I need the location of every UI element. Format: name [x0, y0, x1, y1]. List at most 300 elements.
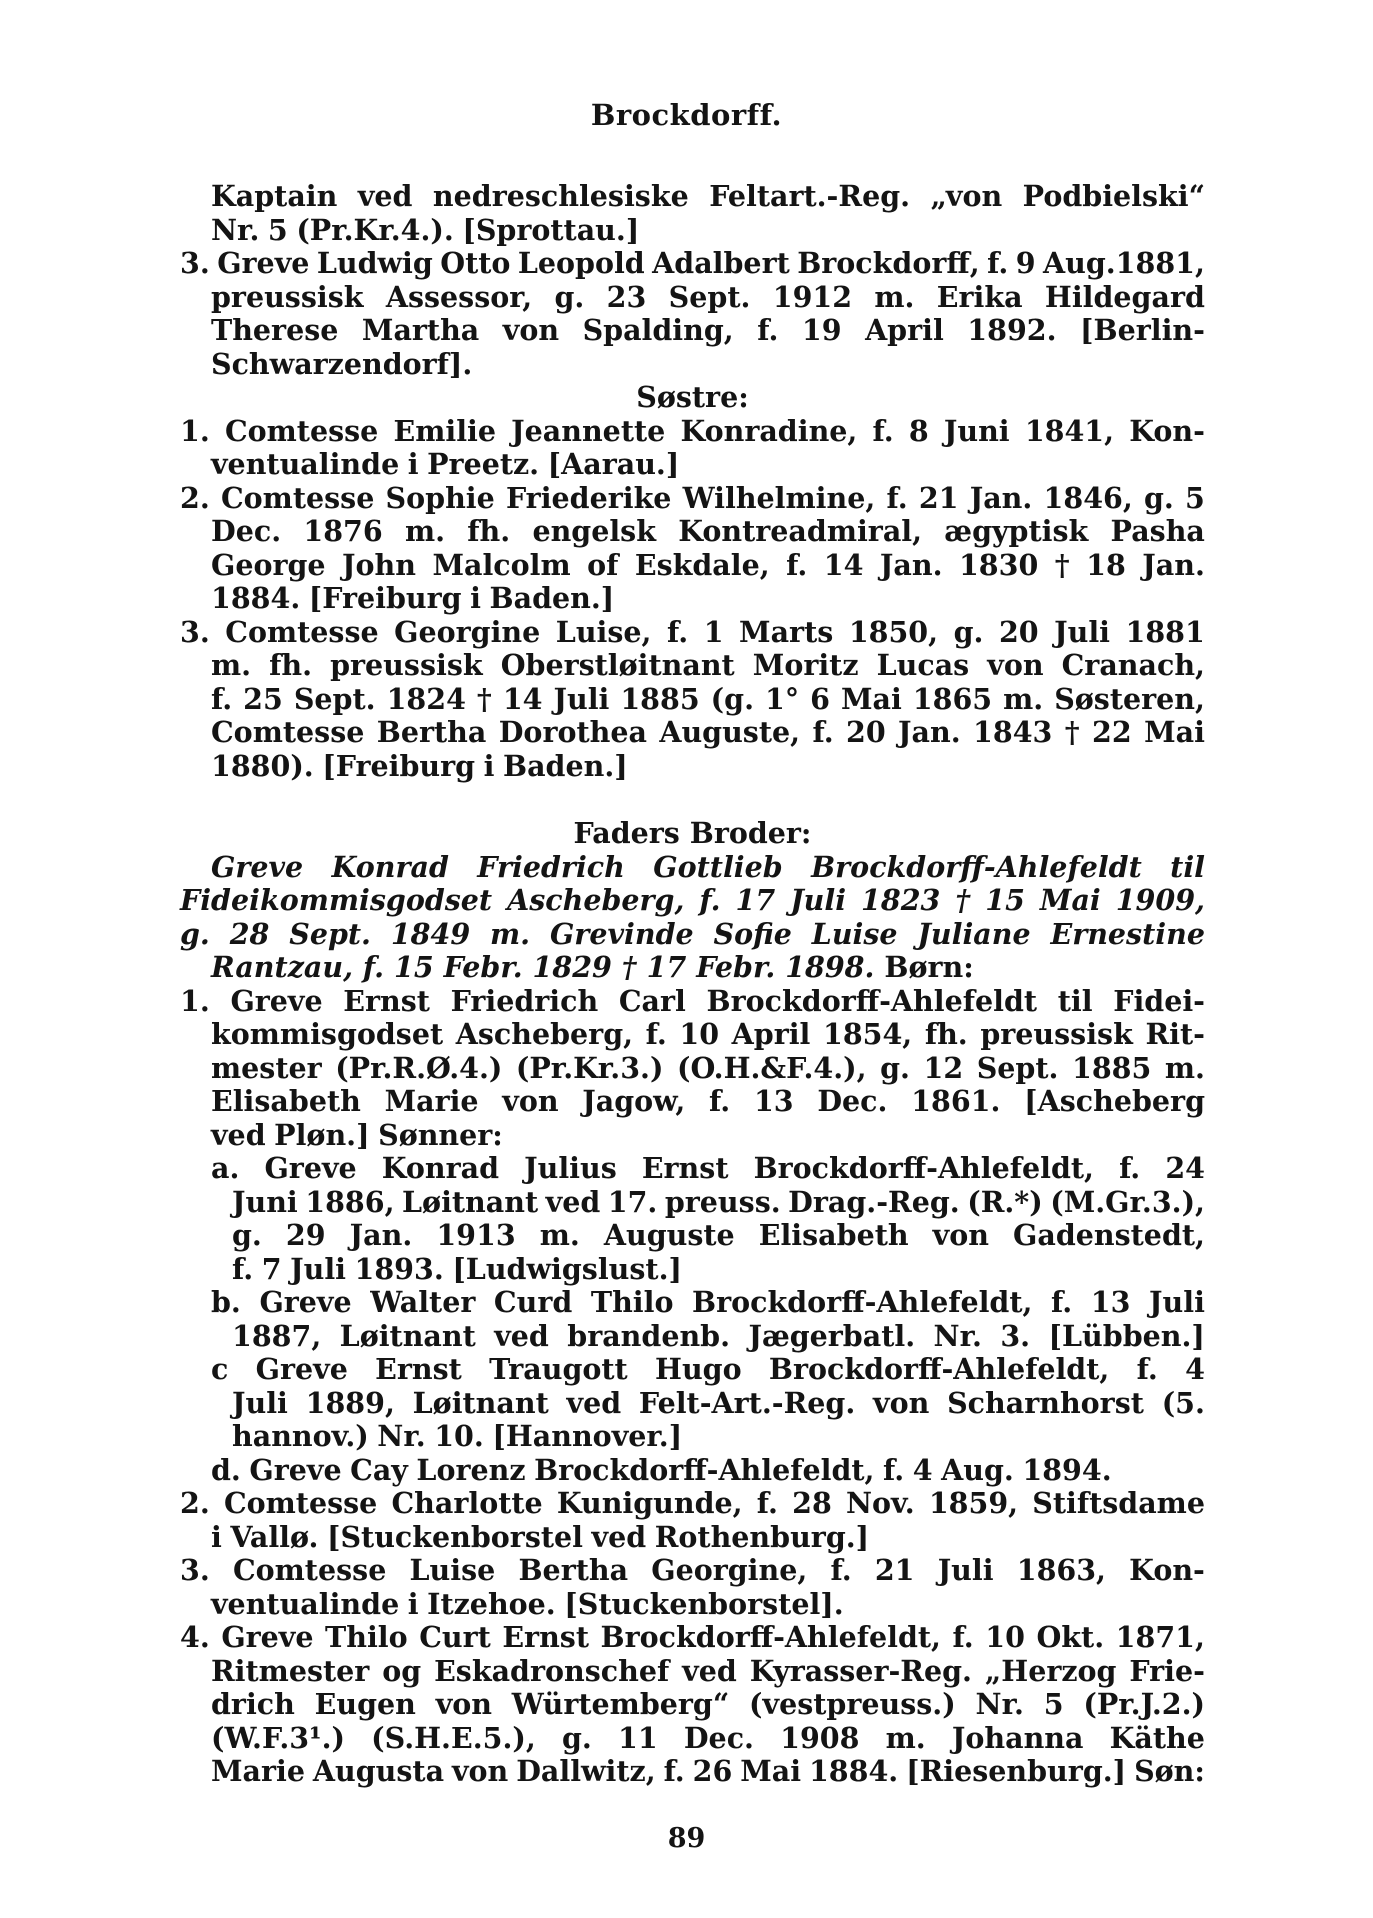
- word: m.: [885, 1720, 926, 1755]
- word: Brockdorff-Ahlefeldt,: [600, 1620, 941, 1654]
- word: John: [342, 547, 416, 582]
- word: m.: [1164, 1050, 1205, 1085]
- word: Juni: [943, 413, 1010, 448]
- word: 1843: [973, 715, 1053, 749]
- word: f.: [886, 480, 908, 515]
- word: fh.: [467, 514, 511, 548]
- word: Baden.]: [503, 748, 628, 783]
- word: 1.: [180, 983, 210, 1018]
- word: †: [1054, 547, 1070, 582]
- word: (O.H.&F.4.),: [677, 1050, 867, 1085]
- section-gap: [180, 783, 1205, 817]
- word: Rit-: [1145, 1017, 1205, 1051]
- word: (S.H.E.5.),: [371, 1720, 536, 1755]
- word: of: [587, 547, 619, 582]
- word: Aug.1881,: [1043, 246, 1205, 280]
- word: (Pr.J.2.): [1083, 1687, 1205, 1721]
- word: Jan.: [1142, 547, 1205, 582]
- word: 5: [1043, 1687, 1064, 1721]
- word: f.: [232, 1251, 254, 1286]
- word: Stiftsdame: [1032, 1486, 1205, 1520]
- word: m.: [1003, 681, 1044, 716]
- word: Ludwig: [316, 246, 433, 280]
- text-line: [180, 549, 1205, 583]
- text-line: [180, 482, 1205, 516]
- word: Bertha: [518, 1553, 629, 1587]
- word: Ernst: [343, 983, 430, 1018]
- word: f.: [709, 1084, 731, 1118]
- word: preuss.: [664, 1184, 781, 1219]
- word: Carl: [618, 983, 686, 1018]
- word: 10: [985, 1620, 1025, 1654]
- word: Lorenz: [416, 1452, 526, 1487]
- word: Sønner:: [378, 1117, 503, 1152]
- word: Brockdorff-Ahlefeldt: [811, 849, 1142, 884]
- word: †: [955, 883, 971, 917]
- space: [874, 951, 884, 985]
- word: til: [1057, 983, 1093, 1018]
- word: Kyrasser-Reg.: [749, 1653, 972, 1688]
- word: f.: [211, 681, 233, 716]
- word: Fideikommisgodset: [180, 883, 493, 917]
- word: 5: [267, 212, 288, 247]
- text-line: [180, 314, 1205, 348]
- word: 23: [606, 279, 647, 314]
- word: Ascheberg,: [507, 883, 685, 917]
- word: [Hannover.]: [492, 1419, 683, 1453]
- word: f.: [830, 1553, 852, 1587]
- word: (Pr.R.Ø.4.): [335, 1050, 503, 1085]
- word: 4: [912, 1452, 933, 1487]
- word: 10: [679, 1017, 720, 1051]
- word: 1830: [958, 547, 1039, 582]
- word: Juli: [1149, 1285, 1205, 1319]
- word: Frie-: [1129, 1653, 1205, 1688]
- word: Gadenstedt,: [1013, 1218, 1205, 1252]
- word: og: [382, 1653, 422, 1688]
- word: 20: [846, 715, 886, 749]
- word: 1912: [772, 279, 853, 314]
- word: Erika: [936, 279, 1023, 314]
- word: 24: [1165, 1151, 1205, 1185]
- word: m.: [539, 1218, 580, 1252]
- word: „Herzog: [984, 1653, 1117, 1688]
- text-line: [180, 1454, 1205, 1488]
- page-body: [180, 180, 1205, 1789]
- word: m.: [211, 648, 252, 682]
- born-label: Børn:: [884, 950, 974, 984]
- word: g.: [232, 1218, 262, 1252]
- word: Fidei-: [1113, 983, 1205, 1018]
- word: Emilie: [393, 413, 496, 448]
- text-line: [180, 448, 1205, 482]
- text-line: [180, 649, 1205, 683]
- word: 10.: [434, 1419, 484, 1453]
- section-faders-broder: [180, 851, 1205, 952]
- word: Ernst: [375, 1352, 462, 1386]
- word: 28: [792, 1486, 832, 1520]
- word: Kontreadmiral,: [678, 514, 923, 548]
- word: 17: [735, 883, 776, 917]
- text-line: [180, 515, 1205, 549]
- word: f.: [987, 246, 1009, 280]
- word: 7: [261, 1251, 282, 1286]
- text-line: [180, 1353, 1205, 1387]
- word: Greve: [249, 1452, 342, 1487]
- word: Itzehoe.: [427, 1586, 556, 1621]
- text-line: [180, 1018, 1205, 1052]
- word: f.: [883, 1452, 905, 1487]
- word: ved: [494, 1318, 549, 1353]
- word: 1°: [765, 681, 800, 716]
- word: †: [476, 681, 492, 716]
- word: Assessor,: [385, 279, 533, 314]
- text-line: [180, 1219, 1205, 1253]
- text-line: [180, 616, 1205, 650]
- word: Ernestine: [1050, 916, 1205, 951]
- word: Nr.: [975, 1687, 1024, 1721]
- word: f.: [786, 547, 808, 582]
- word: 8: [908, 413, 929, 448]
- word: 15: [985, 883, 1025, 917]
- word: Georgine,: [651, 1553, 808, 1587]
- word: d.: [211, 1452, 241, 1487]
- word: Sept.: [289, 916, 371, 951]
- word: fh.: [924, 1017, 968, 1051]
- word: 1863,: [1016, 1553, 1106, 1587]
- word: Otto: [440, 246, 511, 280]
- running-header: Brockdorff.: [590, 98, 783, 132]
- word: Løitnant: [402, 1184, 539, 1219]
- word: 21: [874, 1553, 915, 1587]
- heading-faders-broder: Faders Broder:: [573, 816, 812, 850]
- word: (5.: [1161, 1385, 1205, 1420]
- word: Eskdale,: [634, 547, 770, 582]
- word: Charlotte: [391, 1486, 543, 1520]
- word: 1881: [1125, 614, 1205, 649]
- word: Preetz.: [427, 447, 540, 481]
- word: i: [211, 1519, 222, 1554]
- word: 14: [502, 681, 543, 716]
- word: f.: [756, 1486, 778, 1520]
- word: Comtesse: [223, 1486, 378, 1520]
- word: 13: [1090, 1285, 1131, 1319]
- word: Jægerbatl.: [748, 1318, 916, 1353]
- word: Dec.: [683, 1720, 754, 1755]
- word: [Freiburg: [308, 581, 462, 615]
- word: f.: [699, 883, 721, 917]
- word: Lucas: [876, 648, 970, 682]
- word: Baden.]: [489, 581, 615, 615]
- word: Sophie: [385, 480, 495, 515]
- word: Konrad: [331, 849, 449, 884]
- text-line: [180, 1487, 1205, 1521]
- word: ventualinde: [211, 447, 400, 481]
- word: Scharnhorst: [947, 1385, 1144, 1420]
- text-line: [180, 851, 1205, 885]
- word: g.: [880, 1050, 910, 1085]
- word: 1849: [390, 916, 471, 951]
- word: Vallø.: [230, 1519, 319, 1554]
- word: 2.: [180, 480, 210, 515]
- text-line: [180, 1085, 1205, 1119]
- word: 1854,: [822, 1017, 913, 1051]
- word: von: [502, 313, 560, 347]
- word: Thilo: [590, 1285, 674, 1319]
- word: Therese: [211, 313, 339, 347]
- word: 18: [1086, 547, 1126, 582]
- word: Juni: [232, 1184, 298, 1219]
- word: 1865: [912, 681, 993, 716]
- word: (W.F.3¹.): [211, 1720, 345, 1755]
- word: Dec.: [817, 1084, 888, 1118]
- word: Comtesse: [225, 614, 379, 649]
- word: i: [407, 1586, 419, 1621]
- word: Juli: [790, 883, 847, 917]
- word: 5: [1185, 480, 1205, 515]
- word: Jan.: [349, 1218, 413, 1252]
- word: (vestpreuss.): [749, 1687, 956, 1721]
- word: Grevinde: [549, 916, 694, 951]
- text-line: [180, 985, 1205, 1019]
- word: ved: [566, 1385, 622, 1420]
- word: Traugott: [489, 1352, 628, 1386]
- word: 13: [753, 1084, 794, 1118]
- word: Mai: [1144, 715, 1205, 749]
- word: i: [470, 581, 481, 615]
- word: Felt-Art.-Reg.: [638, 1385, 856, 1420]
- word: 3.: [180, 1553, 210, 1587]
- word: [Sprottau.]: [462, 212, 640, 247]
- word: f.: [1136, 1352, 1158, 1386]
- text-line: [180, 1119, 1205, 1153]
- word: Greve: [255, 1352, 348, 1386]
- word: Elisabeth: [211, 1084, 361, 1118]
- word: 26: [692, 1754, 733, 1788]
- word: Ascheberg,: [455, 1017, 634, 1051]
- word: Rothenburg.]: [654, 1519, 870, 1554]
- word: til: [1170, 849, 1205, 884]
- word: 1886,: [305, 1184, 395, 1219]
- word: Mai: [1039, 883, 1101, 917]
- word: April: [865, 313, 944, 347]
- word: Konradine,: [680, 413, 858, 448]
- word: 4.: [180, 1620, 210, 1654]
- word: a.: [211, 1151, 240, 1185]
- text-line: [180, 1186, 1205, 1220]
- word: ved: [682, 1653, 737, 1688]
- word: Marie: [211, 1754, 305, 1788]
- word: Sept.: [976, 1050, 1059, 1085]
- word: Jagow,: [582, 1084, 686, 1118]
- word: 1889,: [305, 1385, 395, 1420]
- word: Brockdorff-Ahlefeldt,: [768, 1352, 1110, 1386]
- word: drich: [211, 1687, 295, 1721]
- word: f.: [645, 1017, 667, 1051]
- word: Greve: [211, 849, 304, 884]
- word: 1861.: [911, 1084, 1001, 1118]
- word: Søn:: [1134, 1754, 1205, 1788]
- word: 25: [243, 681, 283, 716]
- word: 19: [801, 313, 842, 347]
- word: b.: [211, 1285, 241, 1319]
- word: von: [932, 1218, 989, 1252]
- word: Spalding,: [582, 313, 734, 347]
- word: f.: [812, 715, 834, 749]
- word: 20: [998, 614, 1039, 649]
- word: Adalbert: [652, 246, 790, 280]
- word: Nr.: [211, 212, 260, 247]
- word: von: [451, 1754, 509, 1788]
- word: 2.: [180, 1486, 210, 1520]
- word: Løitnant: [339, 1318, 476, 1353]
- word: Bertha: [376, 715, 487, 749]
- word: Malcolm: [432, 547, 571, 582]
- word: Käthe: [1109, 1720, 1205, 1755]
- word: Jeannette: [511, 413, 666, 448]
- word: c: [211, 1352, 229, 1386]
- word: mester: [211, 1050, 322, 1085]
- word: i: [483, 748, 495, 783]
- word: Comtesse: [224, 413, 379, 448]
- word: „von: [930, 179, 1003, 213]
- text-line: [180, 180, 1205, 214]
- word: Juli: [937, 1553, 994, 1587]
- word: Sept.: [668, 279, 751, 314]
- word: Dorothea: [498, 715, 647, 749]
- text-line: [180, 214, 1205, 248]
- word: Nr.: [377, 1419, 426, 1453]
- text-line: [180, 247, 1205, 281]
- text-line: [180, 1521, 1205, 1555]
- word: Brockdorff-Ahlefeldt: [706, 983, 1038, 1018]
- text-line: [180, 1688, 1205, 1722]
- word: f.: [872, 413, 894, 448]
- text-line: [180, 415, 1205, 449]
- heading-sostre: Søstre:: [636, 380, 749, 414]
- word: Nov.: [845, 1486, 915, 1520]
- rantzau-italic: Rantzau, f. 15 Febr. 1829 † 17 Febr. 1898.: [211, 950, 875, 984]
- text-line: [180, 1755, 1205, 1789]
- word: 29: [285, 1218, 326, 1252]
- word: Konrad: [381, 1151, 500, 1185]
- word: Juli: [232, 1385, 288, 1420]
- word: 1824: [386, 681, 466, 716]
- word: Sofie: [713, 916, 792, 951]
- word: Comtesse: [220, 480, 375, 515]
- word: 1841,: [1024, 413, 1115, 448]
- word: [Ascheberg: [1024, 1084, 1205, 1118]
- word: kommisgodset: [211, 1017, 444, 1051]
- word: Curt: [419, 1620, 491, 1654]
- word: Kunigunde,: [556, 1486, 743, 1520]
- word: Greve: [230, 983, 323, 1018]
- word: [Aarau.]: [547, 447, 680, 481]
- word: Søsteren,: [1054, 681, 1205, 716]
- text-line: [180, 348, 1205, 382]
- word: Feltart.-Reg.: [709, 179, 911, 213]
- word: 1913: [436, 1218, 516, 1252]
- text-line: [180, 1588, 1205, 1622]
- word: Juli: [290, 1251, 346, 1286]
- word: m.: [874, 279, 915, 314]
- word: 6: [810, 681, 830, 716]
- word: 1908: [780, 1720, 860, 1755]
- word: [Riesenburg.]: [906, 1754, 1127, 1788]
- word: Juli: [553, 681, 610, 716]
- word: Ernst: [641, 1151, 729, 1185]
- word: Greve: [259, 1285, 352, 1319]
- text-line: [180, 1052, 1205, 1086]
- word: Gottlieb: [653, 849, 783, 884]
- word: Auguste,: [659, 715, 801, 749]
- word: Mai: [740, 1754, 802, 1788]
- word: 1909,: [1115, 883, 1205, 917]
- word: Walter: [370, 1285, 476, 1319]
- word: 1.: [180, 413, 210, 448]
- text-line: [180, 1722, 1205, 1756]
- word: m.: [404, 514, 446, 548]
- word: m.: [490, 916, 531, 951]
- text-line: [180, 884, 1205, 918]
- word: 12: [923, 1050, 964, 1085]
- text-line: [180, 1253, 1205, 1287]
- word: ved: [545, 1184, 601, 1219]
- word: g.: [180, 916, 210, 951]
- word: [Stuckenborstel: [326, 1519, 583, 1554]
- word: 21: [918, 480, 959, 515]
- word: Marie: [384, 1084, 479, 1118]
- word: Kaptain: [211, 179, 338, 213]
- word: (Pr.Kr.3.): [515, 1050, 664, 1085]
- word: Würtemberg“: [511, 1687, 730, 1721]
- word: 1884.: [211, 581, 301, 615]
- word: 1823: [861, 883, 941, 917]
- text-line: [180, 582, 1205, 616]
- word: von: [435, 1687, 492, 1721]
- word: i: [407, 447, 419, 481]
- word: Julius: [524, 1151, 617, 1185]
- word: Moritz: [752, 648, 859, 682]
- word: [Lübben.]: [1048, 1318, 1205, 1353]
- word: ved: [591, 1519, 647, 1554]
- word: Martha: [361, 313, 480, 347]
- word: Wilhelmine,: [682, 480, 876, 515]
- text-line: [180, 281, 1205, 315]
- word: Brockdorff-Ahlefeldt,: [753, 1151, 1094, 1185]
- word: Nr.: [933, 1318, 982, 1353]
- word: [Freiburg: [322, 748, 476, 783]
- word: 1892.: [967, 313, 1057, 347]
- word: f.: [667, 614, 689, 649]
- text-line: [180, 750, 1205, 784]
- text-line: [180, 1420, 1205, 1454]
- word: Auguste: [603, 1218, 735, 1252]
- word: f.: [1051, 1285, 1073, 1319]
- word: Hugo: [655, 1352, 742, 1386]
- word: brandenb.: [567, 1318, 731, 1353]
- text-line: [180, 683, 1205, 717]
- word: Oberstløitnant: [500, 648, 735, 682]
- word: (R.*): [967, 1184, 1043, 1219]
- word: Brockdorff-Ahlefeldt,: [692, 1285, 1033, 1319]
- word: 1871,: [1115, 1620, 1205, 1654]
- text-line: [180, 951, 1205, 985]
- word: Pasha: [1110, 514, 1205, 548]
- word: 1887,: [232, 1318, 322, 1353]
- word: Ernst: [502, 1620, 589, 1654]
- word: 28: [229, 916, 270, 951]
